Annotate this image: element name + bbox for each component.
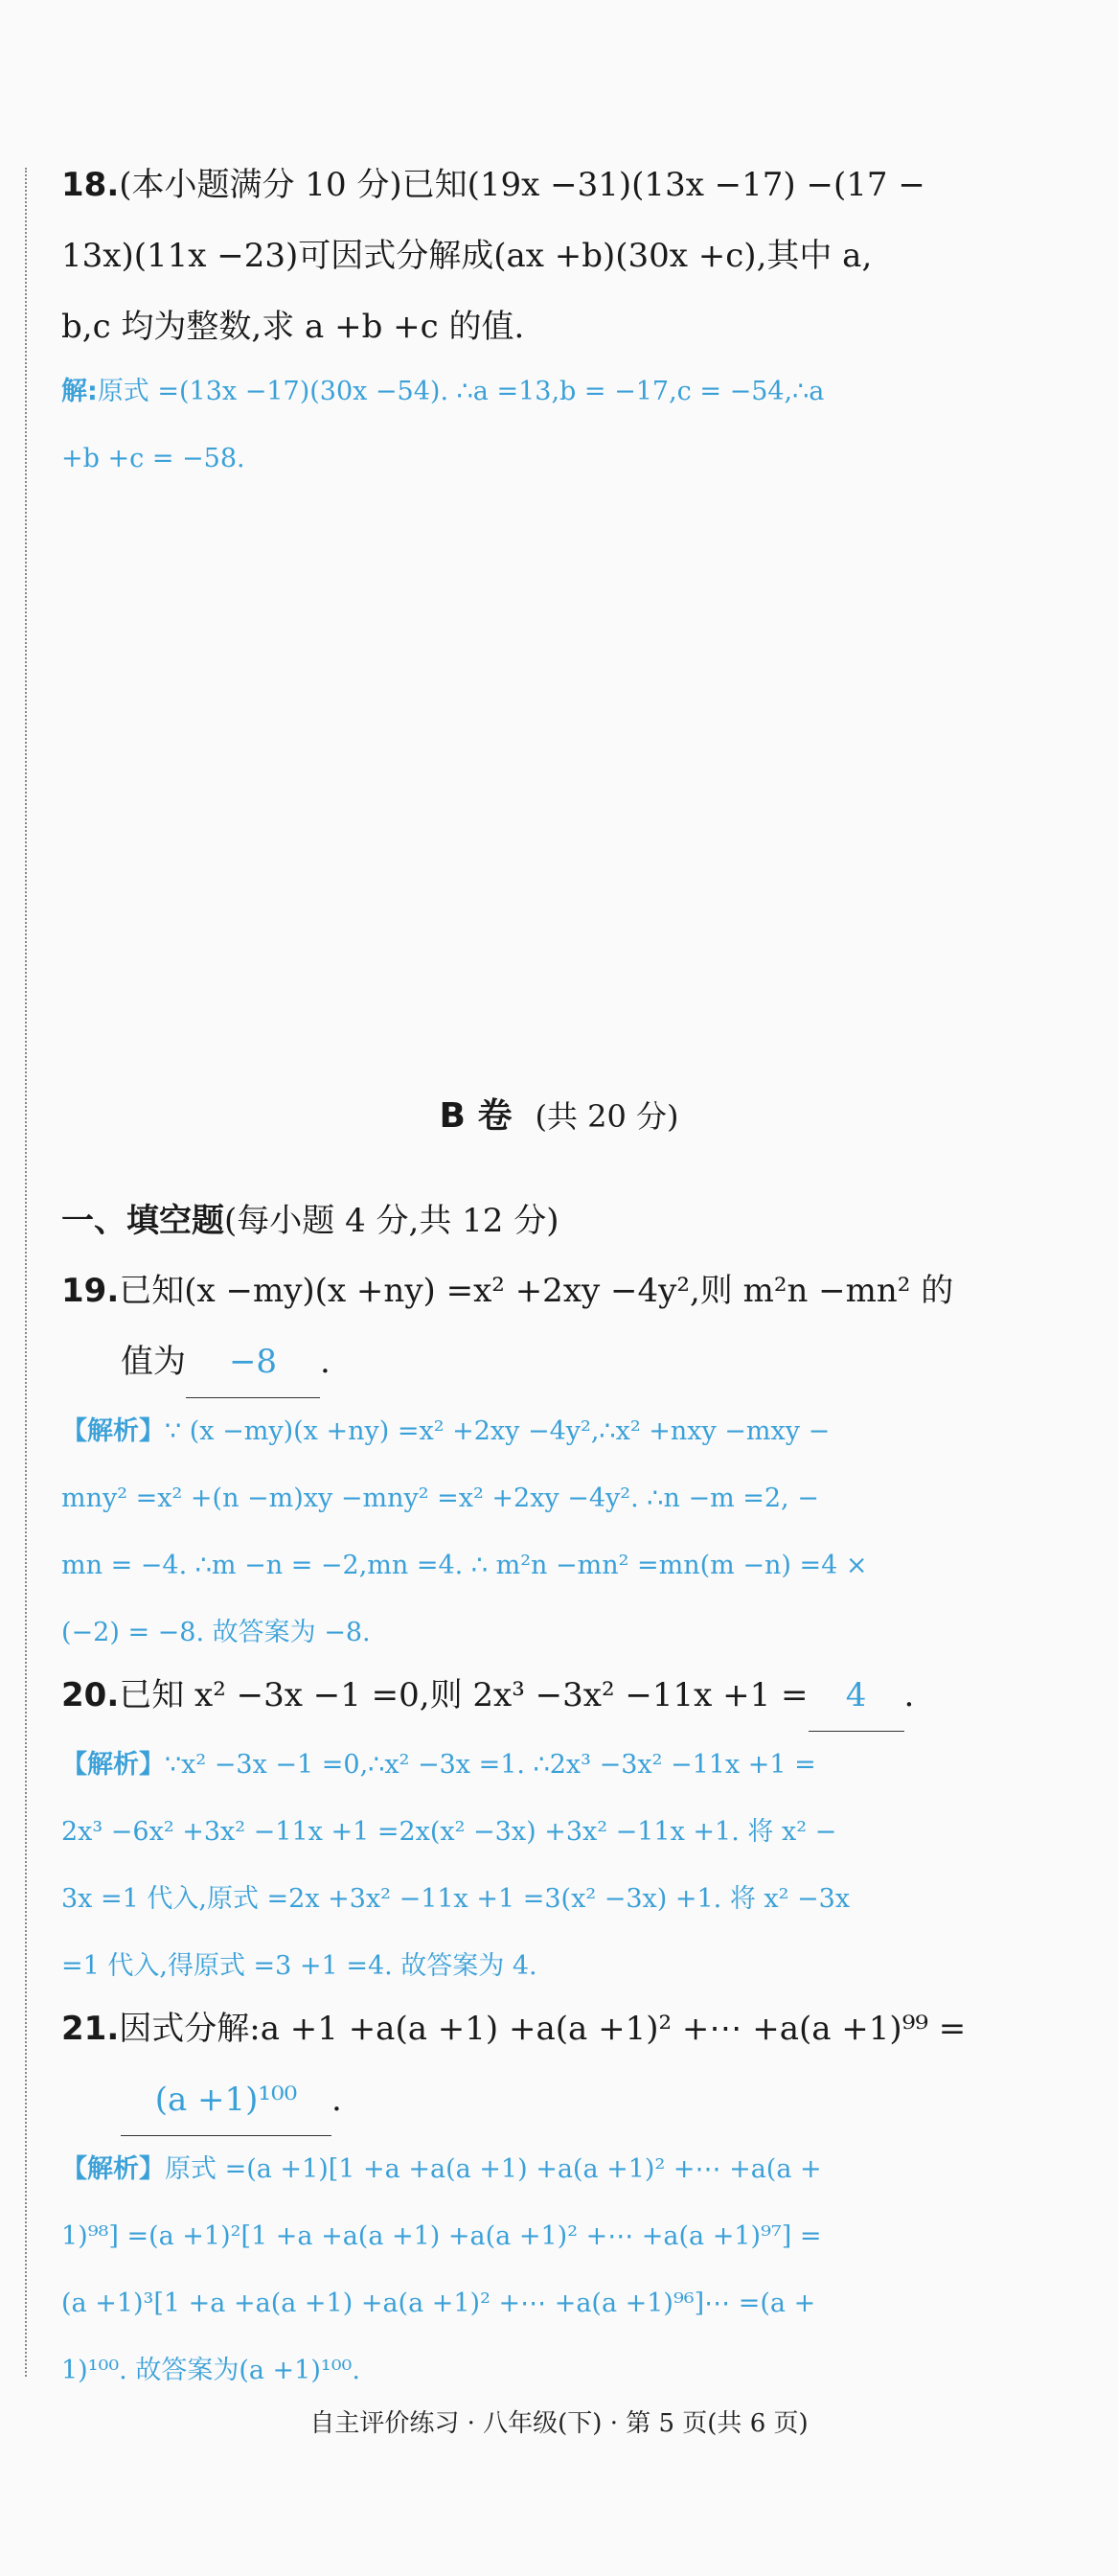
- q18-line1: 18.(本小题满分 10 分)已知(19x −31)(13x −17) −(17 −: [61, 166, 925, 204]
- question-20: [61, 1660, 1077, 2000]
- q18-line2: 13x)(11x −23)可因式分解成(ax +b)(30x +c),其中 a,: [61, 237, 873, 275]
- q20-solution-line2: 2x³ −6x² +3x² −11x +1 =2x(x² −3x) +3x² −11x +1. 将 x² −: [61, 1817, 837, 1847]
- q18-solution-line2: +b +c = −58.: [61, 444, 245, 473]
- margin-dotted-rule: [25, 168, 27, 2377]
- question-number: 20.: [61, 1676, 120, 1714]
- q21-solution-line4: 1)¹⁰⁰. 故答案为(a +1)¹⁰⁰.: [61, 2356, 360, 2385]
- question-18: [61, 150, 1077, 493]
- q19-line1: 19.已知(x −my)(x +ny) =x² +2xy −4y²,则 m²n −mn² 的: [61, 1272, 954, 1310]
- solution-tag: 【解析】: [61, 1416, 165, 1446]
- q21-line1: 21.因式分解:a +1 +a(a +1) +a(a +1)² +⋯ +a(a +1)⁹⁹ =: [61, 2010, 967, 2048]
- solution-tag: 解:: [61, 377, 98, 406]
- q18-solution-line1: 解:原式 =(13x −17)(30x −54). ∴a =13,b = −17,c = −54,∴a: [61, 377, 825, 406]
- q20-line1: 20.已知 x² −3x −1 =0,则 2x³ −3x² −11x +1 = 4 .: [61, 1660, 1077, 1732]
- answer-blank: 4: [809, 1660, 904, 1732]
- q19-line2: 值为 −8 .: [61, 1326, 1077, 1398]
- answer-blank: (a +1)¹⁰⁰: [121, 2064, 331, 2136]
- q20-solution-line4: =1 代入,得原式 =3 +1 =4. 故答案为 4.: [61, 1951, 537, 1981]
- question-19: [61, 1255, 1077, 1667]
- q19-solution-line3: mn = −4. ∴m −n = −2,mn =4. ∴ m²n −mn² =mn(m −n) =4 ×: [61, 1551, 868, 1580]
- part-one-heading: 一、填空题(每小题 4 分,共 12 分): [61, 1202, 559, 1240]
- q19-solution-line1: 【解析】∵ (x −my)(x +ny) =x² +2xy −4y²,∴x² +nxy −mxy −: [61, 1416, 831, 1446]
- section-heading: B 卷 (共 20 分): [439, 1096, 679, 1136]
- question-number: 18.: [61, 166, 120, 204]
- question-21: [61, 1993, 1077, 2404]
- answer-blank: −8: [186, 1326, 320, 1398]
- q20-solution-line3: 3x =1 代入,原式 =2x +3x² −11x +1 =3(x² −3x) +1. 将 x² −3x: [61, 1884, 851, 1914]
- q21-solution-line2: 1)⁹⁸] =(a +1)²[1 +a +a(a +1) +a(a +1)² +⋯ +a(a +1)⁹⁷] =: [61, 2221, 822, 2251]
- q21-solution-line3: (a +1)³[1 +a +a(a +1) +a(a +1)² +⋯ +a(a +1)⁹⁶]⋯ =(a +: [61, 2288, 816, 2318]
- question-number: 19.: [61, 1272, 120, 1310]
- q19-solution-line4: (−2) = −8. 故答案为 −8.: [61, 1618, 371, 1647]
- q21-solution-line1: 【解析】原式 =(a +1)[1 +a +a(a +1) +a(a +1)² +⋯ +a(a +: [61, 2154, 822, 2184]
- page-footer: 自主评价练习 · 八年级(下) · 第 5 页(共 6 页): [309, 2409, 809, 2438]
- q19-solution-line2: mny² =x² +(n −m)xy −mny² =x² +2xy −4y². ∴n −m =2, −: [61, 1484, 819, 1513]
- q18-line3: b,c 均为整数,求 a +b +c 的值.: [61, 308, 525, 346]
- q21-line2: (a +1)¹⁰⁰ .: [61, 2064, 1077, 2136]
- q20-solution-line1: 【解析】∵x² −3x −1 =0,∴x² −3x =1. ∴2x³ −3x² −11x +1 =: [61, 1750, 816, 1780]
- solution-tag: 【解析】: [61, 1750, 165, 1780]
- question-number: 21.: [61, 2010, 120, 2048]
- solution-tag: 【解析】: [61, 2154, 165, 2184]
